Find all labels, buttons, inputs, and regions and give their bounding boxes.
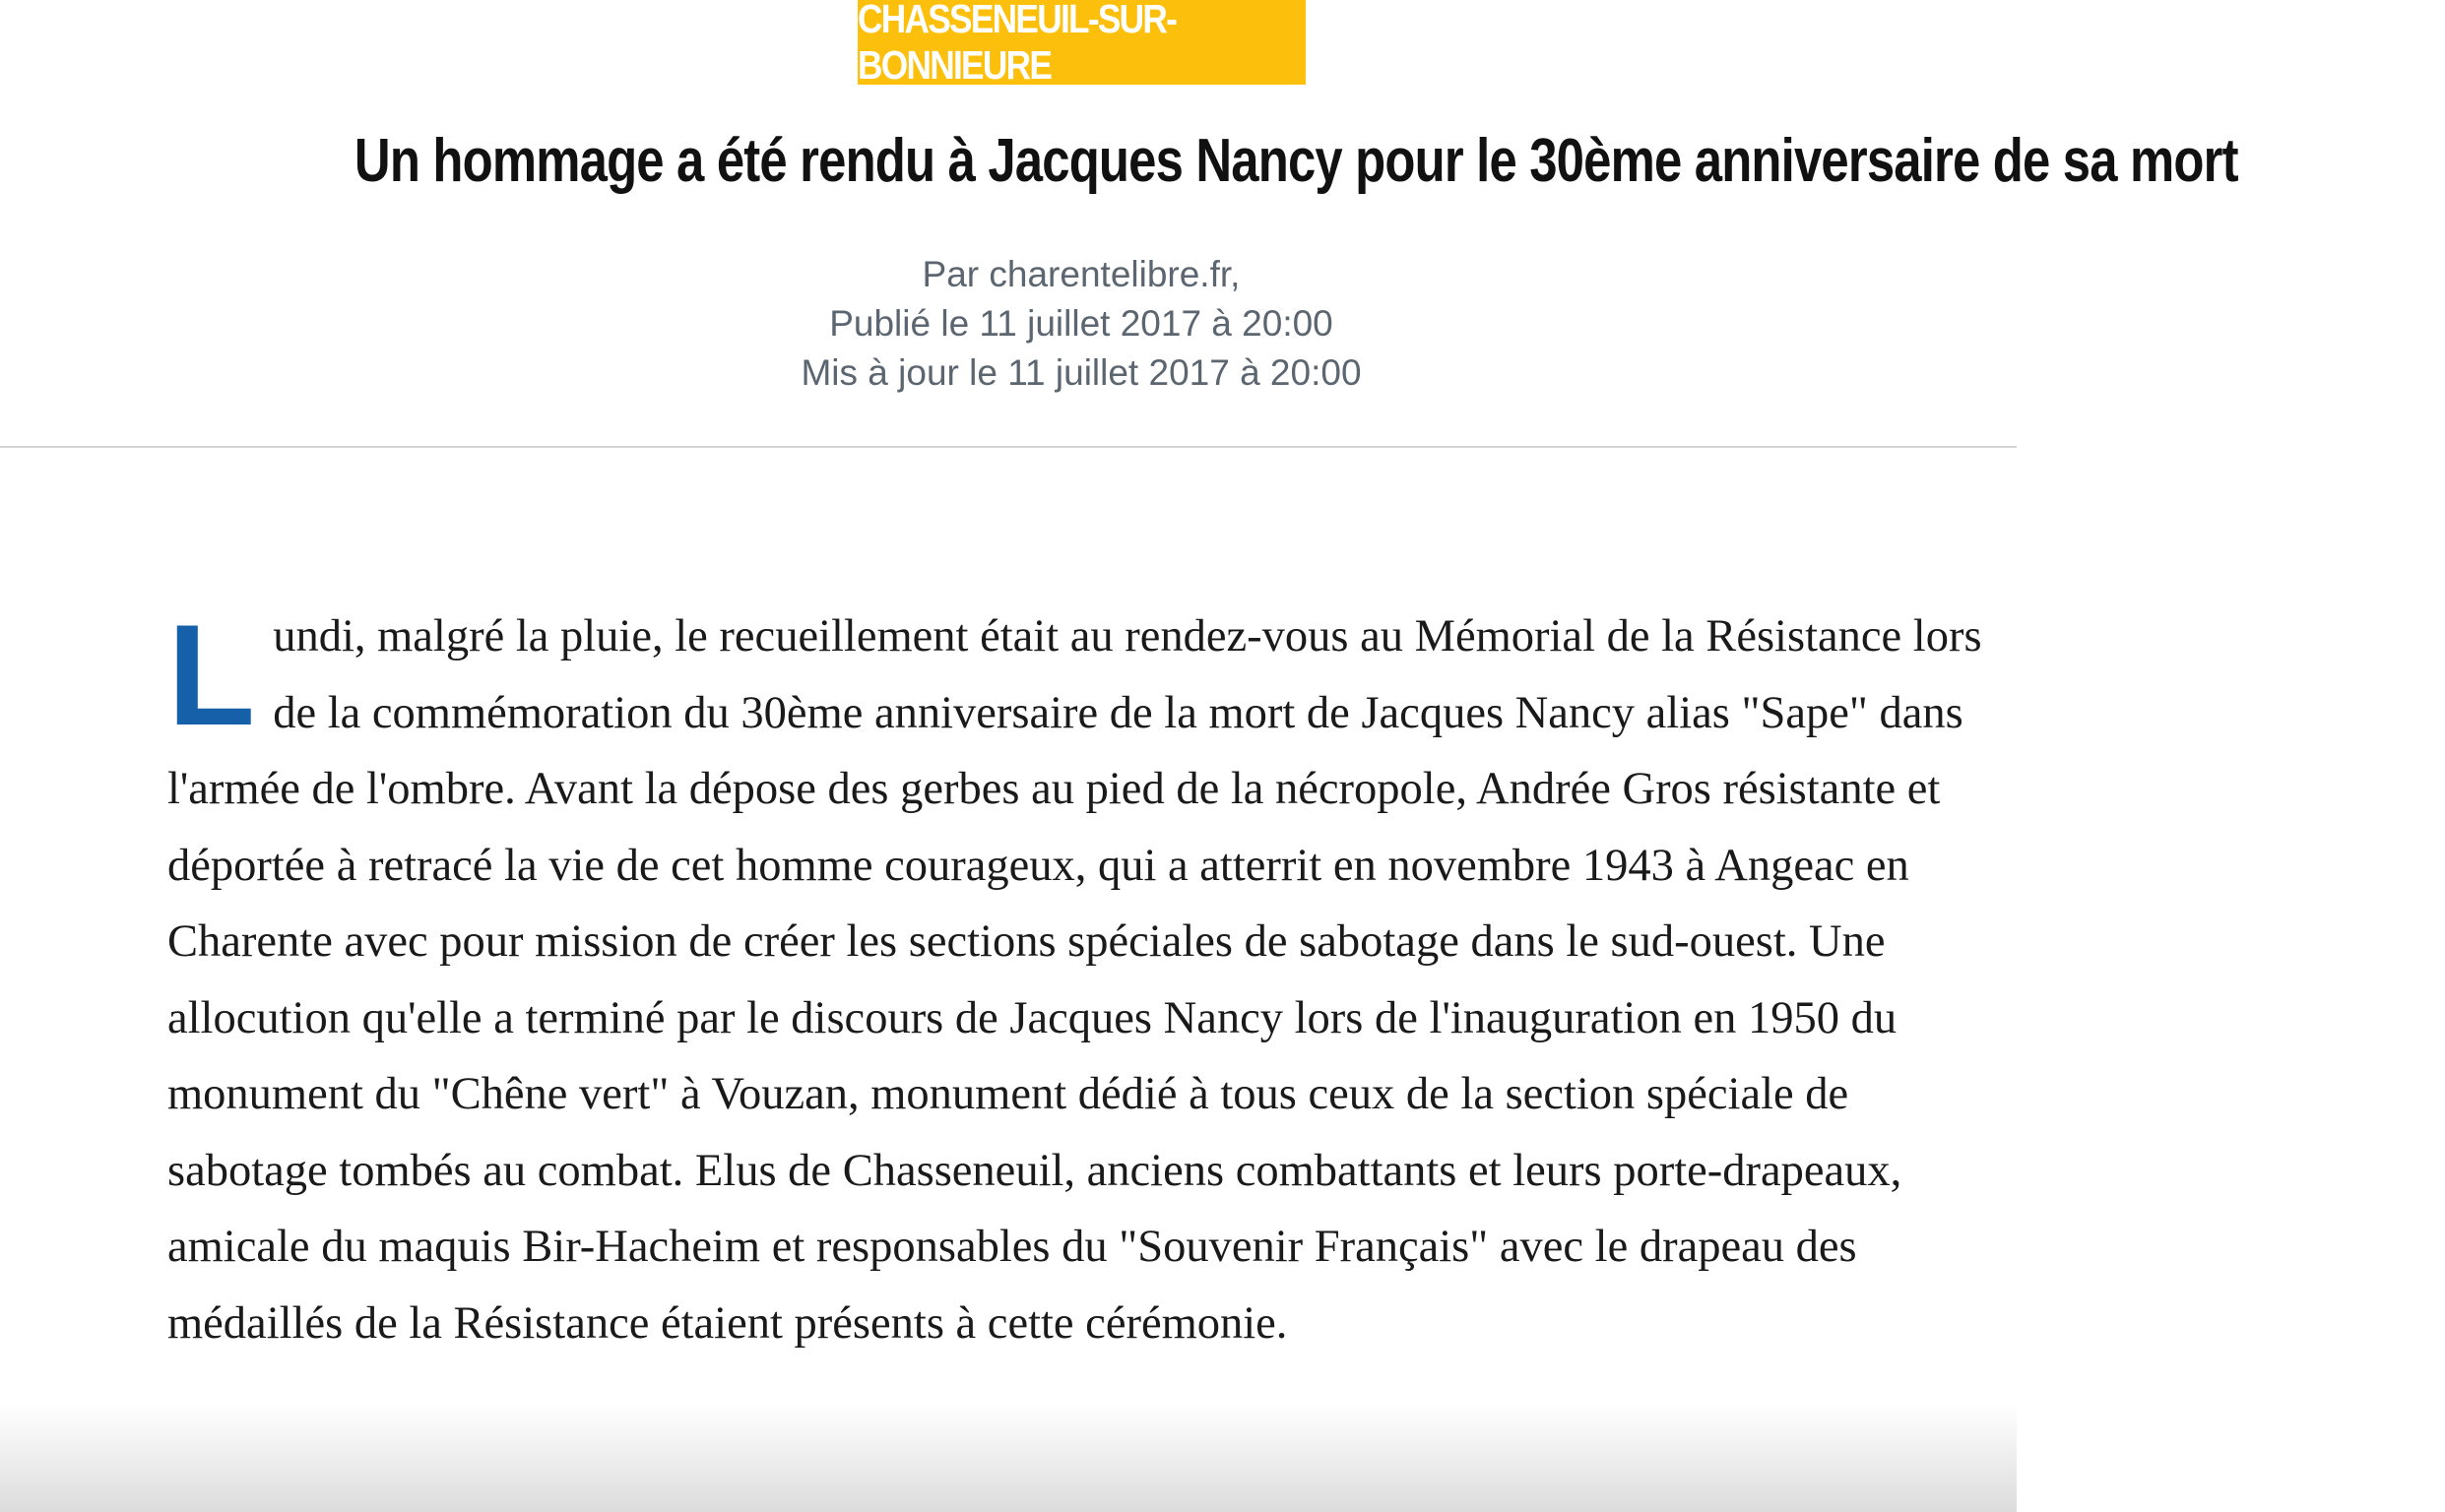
- updated-date: Mis à jour le 11 juillet 2017 à 20:00: [801, 352, 1362, 393]
- article-paragraph: undi, malgré la pluie, le recueillement était au rendez-vous au Mémorial de la Résistance lors de la commémoration du 30ème anniversaire de la mort de Jacques Nancy alias "Sape" dans l'armée de l'ombre. Avant la dépose des gerbes au pied de la nécropole, Andrée Gros résistante et déportée à retracé la vie de cet homme courageux, qui a atterrit en novembre 1943 à Angeac en Charente avec pour mission de créer les sections spéciales de sabotage dans le sud-ouest. Une allocution qu'elle a terminé par le discours de Jacques Nancy lors de l'inauguration en 1950 du monument du "Chêne vert" à Vouzan, monument dédié à tous ceux de la section spéciale de sabotage tombés au combat. Elus de Chasseneuil, anciens combattants et leurs porte-drapeaux, amicale du maquis Bir-Hacheim et responsables du "Souvenir Français" avec le drapeau des médaillés de la Résistance étaient présents à cette cérémonie.: [167, 611, 1982, 1349]
- bottom-scroll-fade: [0, 1404, 2017, 1512]
- header-divider: [0, 446, 2017, 448]
- article-body: [167, 595, 1989, 1361]
- drop-cap: L: [167, 595, 256, 755]
- byline: Par charentelibre.fr,: [922, 254, 1241, 294]
- article-title-text: Un hommage a été rendu à Jacques Nancy pour le 30ème anniversaire de sa mort: [354, 127, 2238, 195]
- article-title: [0, 118, 2238, 205]
- published-date: Publié le 11 juillet 2017 à 20:00: [829, 303, 1333, 344]
- article-meta: [0, 250, 2162, 398]
- category-tag[interactable]: CHASSENEUIL-SUR-BONNIEURE: [858, 0, 1306, 85]
